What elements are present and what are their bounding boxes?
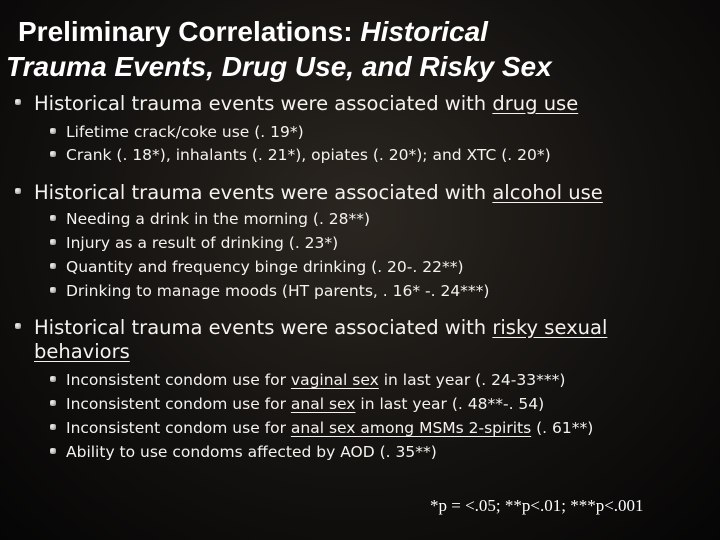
sub-bullet-icon (50, 424, 56, 430)
sub-bullet-icon (50, 239, 56, 245)
item-underlined: vaginal sex (290, 371, 379, 389)
list-item: Lifetime crack/coke use (. 19*) (66, 123, 304, 141)
list-item: Injury as a result of drinking (. 23*) (66, 234, 339, 252)
item-text: in last year (. 24-33***) (378, 371, 566, 389)
section-risky-sex-heading (34, 316, 709, 364)
section-drug-use-heading (34, 92, 709, 116)
item-text: Inconsistent condom use for (66, 371, 291, 389)
title-prefix: Preliminary Correlations: (18, 16, 353, 47)
list-item: Quantity and frequency binge drinking (. 20-. 22**) (66, 258, 464, 276)
item-underlined: anal sex (290, 395, 356, 413)
item-text: in last year (. 48**-. 54) (355, 395, 545, 413)
item-underlined: anal sex among MSMs 2-spirits (290, 419, 532, 437)
item-text: Ability to use condoms affected by AOD (. 35**) (66, 443, 437, 461)
sub-bullet-icon (50, 448, 56, 454)
bullet-icon (15, 323, 21, 329)
sub-bullet-icon (50, 376, 56, 382)
sub-bullet-icon (50, 287, 56, 293)
significance-footnote: *p = <.05; **p<.01; ***p<.001 (430, 496, 644, 515)
section-topic: risky sexual behaviors (34, 316, 608, 363)
sub-bullet-icon (50, 215, 56, 221)
bullet-icon (15, 188, 21, 194)
sub-bullet-icon (50, 128, 56, 134)
section-lead: Historical trauma events were associated with (34, 316, 493, 339)
section-topic: drug use (492, 92, 579, 115)
sub-bullet-icon (50, 400, 56, 406)
list-item (66, 368, 706, 392)
list-item: Needing a drink in the morning (. 28**) (66, 210, 371, 228)
item-text: (. 61**) (531, 419, 594, 437)
title-italic-part2: Trauma Events, Drug Use, and Risky Sex (6, 51, 552, 82)
list-item (66, 416, 706, 440)
sub-bullet-icon (50, 263, 56, 269)
list-item (66, 440, 706, 464)
section-lead: Historical trauma events were associated with (34, 181, 493, 204)
sub-bullet-icon (50, 151, 56, 157)
section-alcohol-use-heading (34, 181, 709, 205)
title-italic-part1: Historical (360, 16, 488, 47)
list-item (66, 392, 706, 416)
list-item: Drinking to manage moods (HT parents, . 16* -. 24***) (66, 282, 490, 300)
section-topic: alcohol use (492, 181, 603, 204)
item-text: Inconsistent condom use for (66, 395, 291, 413)
bullet-icon (15, 99, 21, 105)
list-item: Crank (. 18*), inhalants (. 21*), opiates (. 20*); and XTC (. 20*) (66, 146, 551, 164)
section-lead: Historical trauma events were associated with (34, 92, 493, 115)
item-text: Inconsistent condom use for (66, 419, 291, 437)
